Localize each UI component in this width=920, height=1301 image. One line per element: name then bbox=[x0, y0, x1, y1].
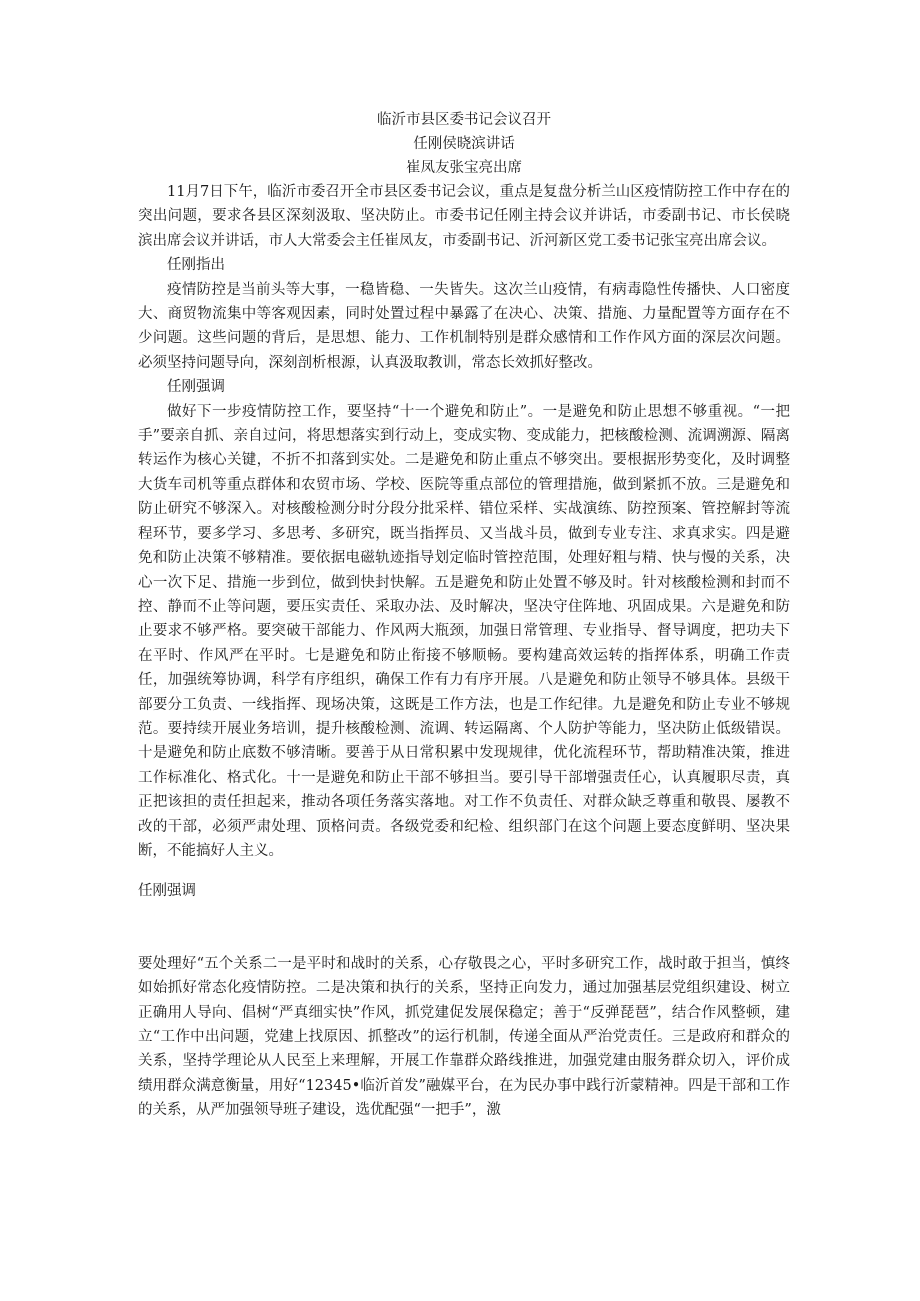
title-line-2: 任刚侯晓滨讲话 bbox=[413, 136, 515, 152]
section3-heading: 任刚强调 bbox=[138, 883, 196, 900]
section2-paragraph: 做好下一步疫情防控工作，要坚持“十一个避免和防止”。一是避免和防止思想不够重视。“一把手”要亲自抓、亲自过问，将思想落实到行动上，变成实物、变成能力，把核酸检测、流调溯源、隔离转运作为核心关键，不折不扣落到实处。二是避免和防止重点不够突出。要根据形势变化，及时调整大货车司机等重点群体和农贸市场、学校、医院等重点部位的管理措施，做到紧抓不放。三是避免和防止研究不够深入。对核酸检测分时分段分批采样、错位采样、实战演练、防控预案、管控解封等流程环节，要多学习、多思考、多研究，既当指挥员、又当战斗员，做到专业专注、求真求实。四是避免和防止决策不够精准。要依据电磁轨迹指导划定临时管控范围，处理好粗与精、快与慢的关系，决心一次下足、措施一步到位，做到快封快解。五是避免和防止处置不够及时。针对核酸检测和封而不控、静而不止等问题，要压实责任、采取办法、及时解决，坚决守住阵地、巩固成果。六是避免和防止要求不够严格。要突破干部能力、作风两大瓶颈，加强日常管理、专业指导、督导调度，把功夫下在平时、作风严在平时。七是避免和防止衔接不够顺畅。要构建高效运转的指挥体系，明确工作责任，加强统筹协调，科学有序组织，确保工作有力有序开展。八是避免和防止领导不够具体。县级干部要分工负责、一线指挥、现场决策，这既是工作方法，也是工作纪律。九是避免和防止专业不够规范。要持续开展业务培训，提升核酸检测、流调、转运隔离、个人防护等能力，坚决防止低级错误。十是避免和防止底数不够清晰。要善于从日常积累中发现规律，优化流程环节，帮助精准决策，推进工作标准化、格式化。十一是避免和防止干部不够担当。要引导干部增强责任心，认真履职尽责，真正把该担的责任担起来，推动各项任务落实落地。对工作不负责任、对群众缺乏尊重和敬畏、屡教不改的干部，必须严肃处理、顶格问责。各级党委和纪检、组织部门在这个问题上要态度鲜明、坚决果断，不能搞好人主义。 bbox=[138, 403, 790, 859]
section3-paragraph: 要处理好“五个关系二一是平时和战时的关系，心存敬畏之心，平时多研究工作，战时敢于担当，慎终如始抓好常态化疫情防控。二是决策和执行的关系，坚持正向发力，通过加强基层党组织建设、树立正确用人导向、倡树“严真细实快”作风，抓党建促发展保稳定；善于“反弹琵琶”，结合作风整顿，建立“工作中出问题，党建上找原因、抓整改”的运行机制，传递全面从严治党责任。三是政府和群众的关系，坚持学理论从人民至上来理解，开展工作靠群众路线推进，加强党建由服务群众切入，评价成绩用群众满意衡量，用好“12345•临沂首发”融媒平台，在为民办事中践行沂蒙精神。四是干部和工作的关系，从严加强领导班子建设，选优配强“一把手”，激 bbox=[138, 955, 790, 1119]
document-title bbox=[138, 108, 790, 180]
document-page bbox=[138, 108, 790, 1123]
title-line-3: 崔凤友张宝亮出席 bbox=[406, 160, 522, 176]
section1-heading: 任刚指出 bbox=[167, 257, 225, 274]
intro-paragraph: 11月7日下午，临沂市委召开全市县区委书记会议，重点是复盘分析兰山区疫情防控工作中存在的突出问题，要求各县区深刻汲取、坚决防止。市委书记任刚主持会议并讲话，市委副书记、市长侯晓滨出席会议并讲话，市人大常委会主任崔凤友，市委副书记、沂河新区党工委书记张宝亮出席会议。 bbox=[138, 184, 790, 249]
title-line-1: 临沂市县区委书记会议召开 bbox=[377, 112, 551, 128]
section-spacer bbox=[138, 904, 790, 952]
section2-heading: 任刚强调 bbox=[167, 379, 225, 396]
section1-paragraph: 疫情防控是当前头等大事，一稳皆稳、一失皆失。这次兰山疫情，有病毒隐性传播快、人口密度大、商贸物流集中等客观因素，同时处置过程中暴露了在决心、决策、措施、力量配置等方面存在不少问题。这些问题的背后，是思想、能力、工作机制特别是群众感情和工作作风方面的深层次问题。必须坚持问题导向，深刻剖析根源，认真汲取教训，常态长效抓好整改。 bbox=[138, 281, 790, 371]
